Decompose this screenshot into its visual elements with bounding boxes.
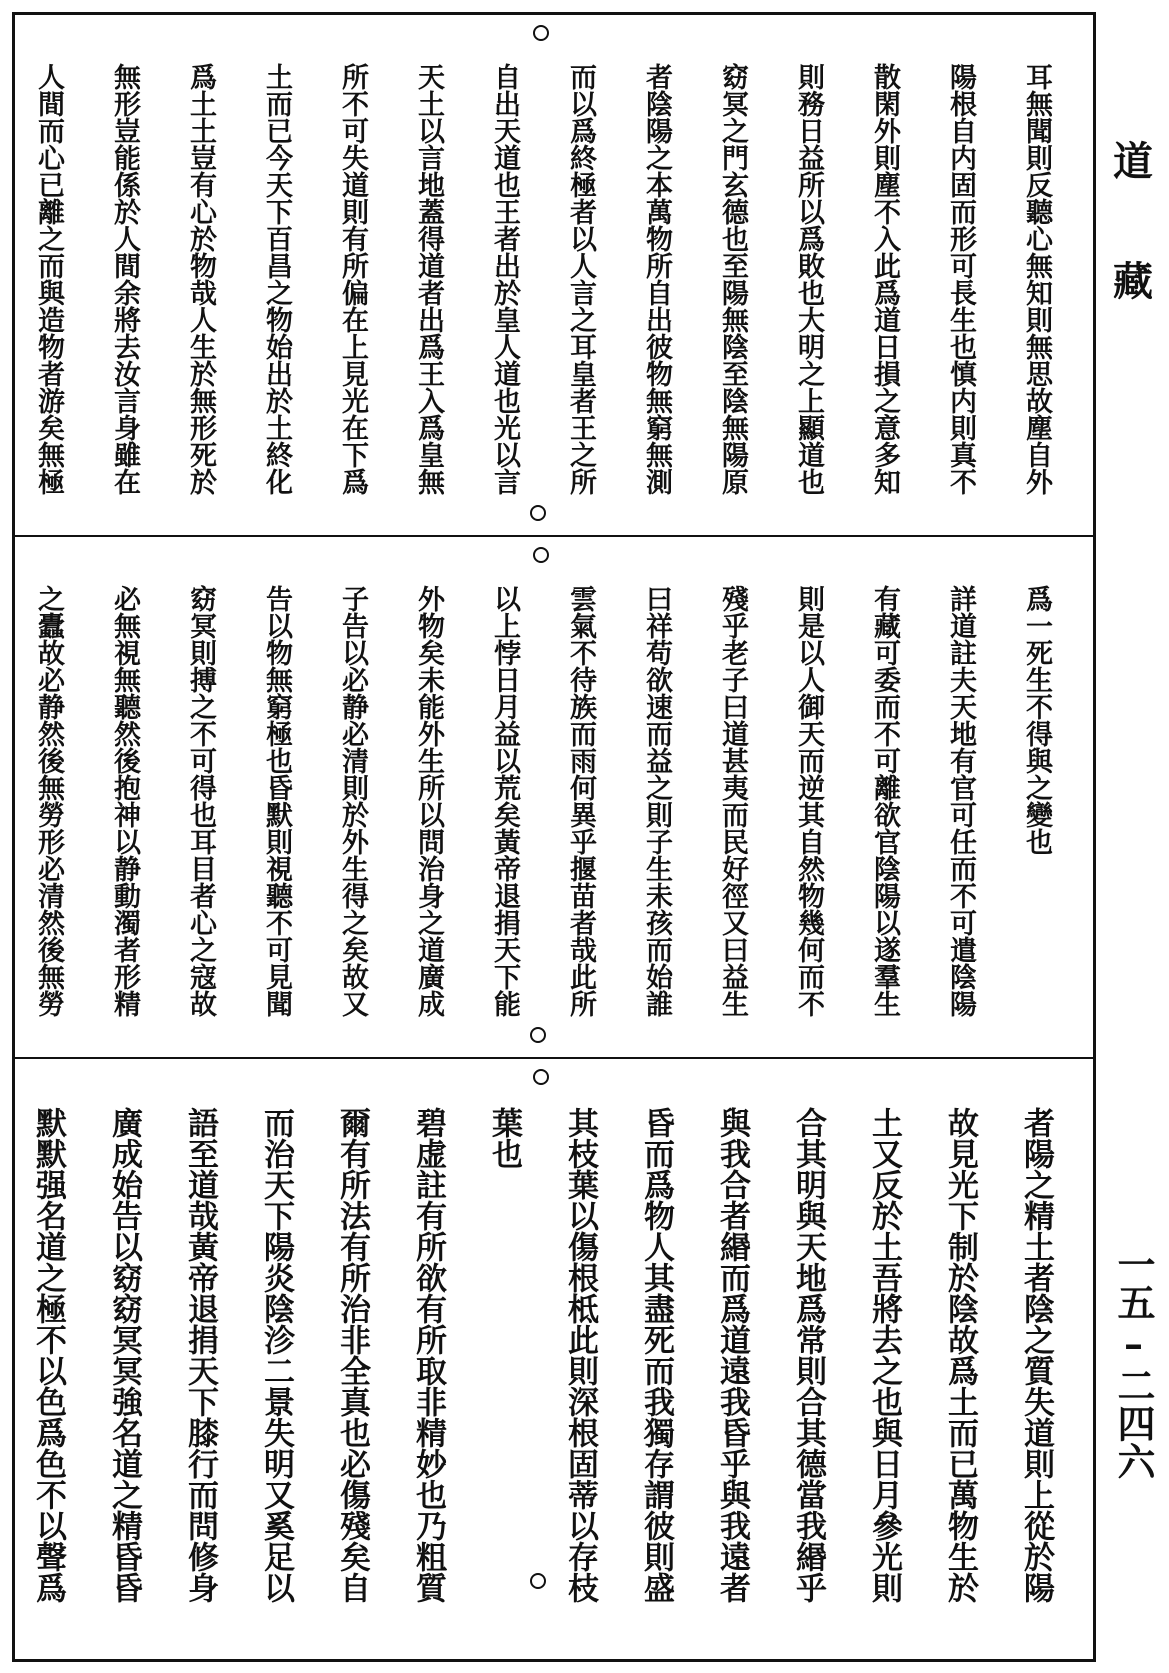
text-column: 陽根自内固而形可長生也慎内則真不 bbox=[945, 63, 976, 495]
text-column: 合其明與天地爲常則合其德當我緡乎 bbox=[790, 1107, 826, 1603]
text-column: 故見光下制於陰故爲土而已萬物生於 bbox=[942, 1107, 978, 1603]
text-block-2 bbox=[15, 535, 1093, 1057]
circle-mark-icon bbox=[533, 547, 549, 563]
text-column: 外物矣未能外生所以問治身之道廣成 bbox=[413, 585, 444, 1017]
text-column: 則是以人御天而逆其自然物幾何而不 bbox=[793, 585, 824, 1017]
text-column bbox=[0, 585, 5, 1045]
column-group bbox=[0, 1107, 1069, 1647]
text-column: 其枝葉以傷根柢此則深根固蒂以存枝 bbox=[562, 1107, 598, 1603]
text-column: 人間而心已離之而與造物者游矣無極 bbox=[33, 63, 64, 495]
text-column: 碧虚註有所欲有所取非精妙也乃粗質 bbox=[410, 1107, 446, 1603]
text-column: 而以爲終極者以人言之耳皇者王之所 bbox=[565, 63, 596, 495]
text-column: 窈冥之門玄德也至陽無陰至陰無陽原 bbox=[717, 63, 748, 495]
text-column: 耳無聞則反聽心無知則無思故塵自外 bbox=[1021, 63, 1052, 495]
text-column: 以上悖日月益以荒矣黃帝退捐天下能 bbox=[489, 585, 520, 1017]
text-block-3 bbox=[15, 1057, 1093, 1659]
text-column: 天土以言地蓋得道者出爲王入爲皇無 bbox=[413, 63, 444, 495]
text-block-1 bbox=[15, 15, 1093, 535]
text-column: 子告以必静必清則於外生得之矣故又 bbox=[337, 585, 368, 1017]
text-column: 者陰陽之本萬物所自出彼物無窮無測 bbox=[641, 63, 672, 495]
text-column: 自出天道也王者出於皇人道也光以言 bbox=[489, 63, 520, 495]
text-column: 窈冥則搏之不可得也耳目者心之寇故 bbox=[185, 585, 216, 1017]
text-column: 無形豈能係於人間余將去汝言身雖在 bbox=[109, 63, 140, 495]
text-column: 昏而爲物人其盡死而我獨存謂彼則盛 bbox=[638, 1107, 674, 1603]
text-column: 爲土土豈有心於物哉人生於無形死於 bbox=[185, 63, 216, 495]
text-column: 語至道哉黃帝退捐天下膝行而問修身 bbox=[182, 1107, 218, 1603]
text-column bbox=[0, 1107, 5, 1647]
page-frame bbox=[12, 12, 1096, 1662]
column-group bbox=[0, 63, 1069, 523]
text-column: 爾有所法有所治非全真也必傷殘矣自 bbox=[334, 1107, 370, 1603]
column-group bbox=[0, 585, 1069, 1045]
text-column: 之蠹故必静然後無勞形必清然後無勞 bbox=[33, 585, 64, 1017]
circle-mark-icon bbox=[533, 25, 549, 41]
circle-mark-icon bbox=[533, 1069, 549, 1085]
text-column: 所不可失道則有所偏在上見光在下爲 bbox=[337, 63, 368, 495]
text-column: 散閑外則塵不入此爲道日損之意多知 bbox=[869, 63, 900, 495]
text-column: 默默强名道之極不以色爲色不以聲爲 bbox=[30, 1107, 66, 1603]
text-column: 葉也 bbox=[486, 1107, 522, 1169]
text-column: 土而已今天下百昌之物始出於土終化 bbox=[261, 63, 292, 495]
text-column bbox=[0, 63, 5, 523]
collection-title-char: 道 bbox=[1113, 138, 1153, 185]
text-column: 者陽之精土者陰之質失道則上從於陽 bbox=[1018, 1107, 1054, 1603]
text-column: 必無視無聽然後抱神以静動濁者形精 bbox=[109, 585, 140, 1017]
collection-title-char: 藏 bbox=[1113, 258, 1153, 305]
text-column: 告以物無窮極也昏默則視聽不可見聞 bbox=[261, 585, 292, 1017]
page-number: 一五–二四六 bbox=[1111, 1245, 1156, 1480]
right-margin bbox=[1100, 0, 1169, 1673]
text-column: 雲氣不待族而雨何異乎揠苗者哉此所 bbox=[565, 585, 596, 1017]
text-column: 爲一死生不得與之變也 bbox=[1021, 585, 1052, 855]
text-column: 曰祥苟欲速而益之則子生未孩而始誰 bbox=[641, 585, 672, 1017]
text-column: 則務日益所以爲敗也大明之上顯道也 bbox=[793, 63, 824, 495]
text-column: 廣成始告以窈窈冥冥強名道之精昏昏 bbox=[106, 1107, 142, 1603]
text-column: 殘乎老子曰道甚夷而民好徑又曰益生 bbox=[717, 585, 748, 1017]
text-column: 與我合者緡而爲道遠我昏乎與我遠者 bbox=[714, 1107, 750, 1603]
text-column: 而治天下陽炎陰沴二景失明又奚足以 bbox=[258, 1107, 294, 1603]
text-column: 詳道註夫天地有官可任而不可遣陰陽 bbox=[945, 585, 976, 1017]
text-column: 有藏可委而不可離欲官陰陽以遂羣生 bbox=[869, 585, 900, 1017]
text-column: 土又反於土吾將去之也與日月參光則 bbox=[866, 1107, 902, 1603]
